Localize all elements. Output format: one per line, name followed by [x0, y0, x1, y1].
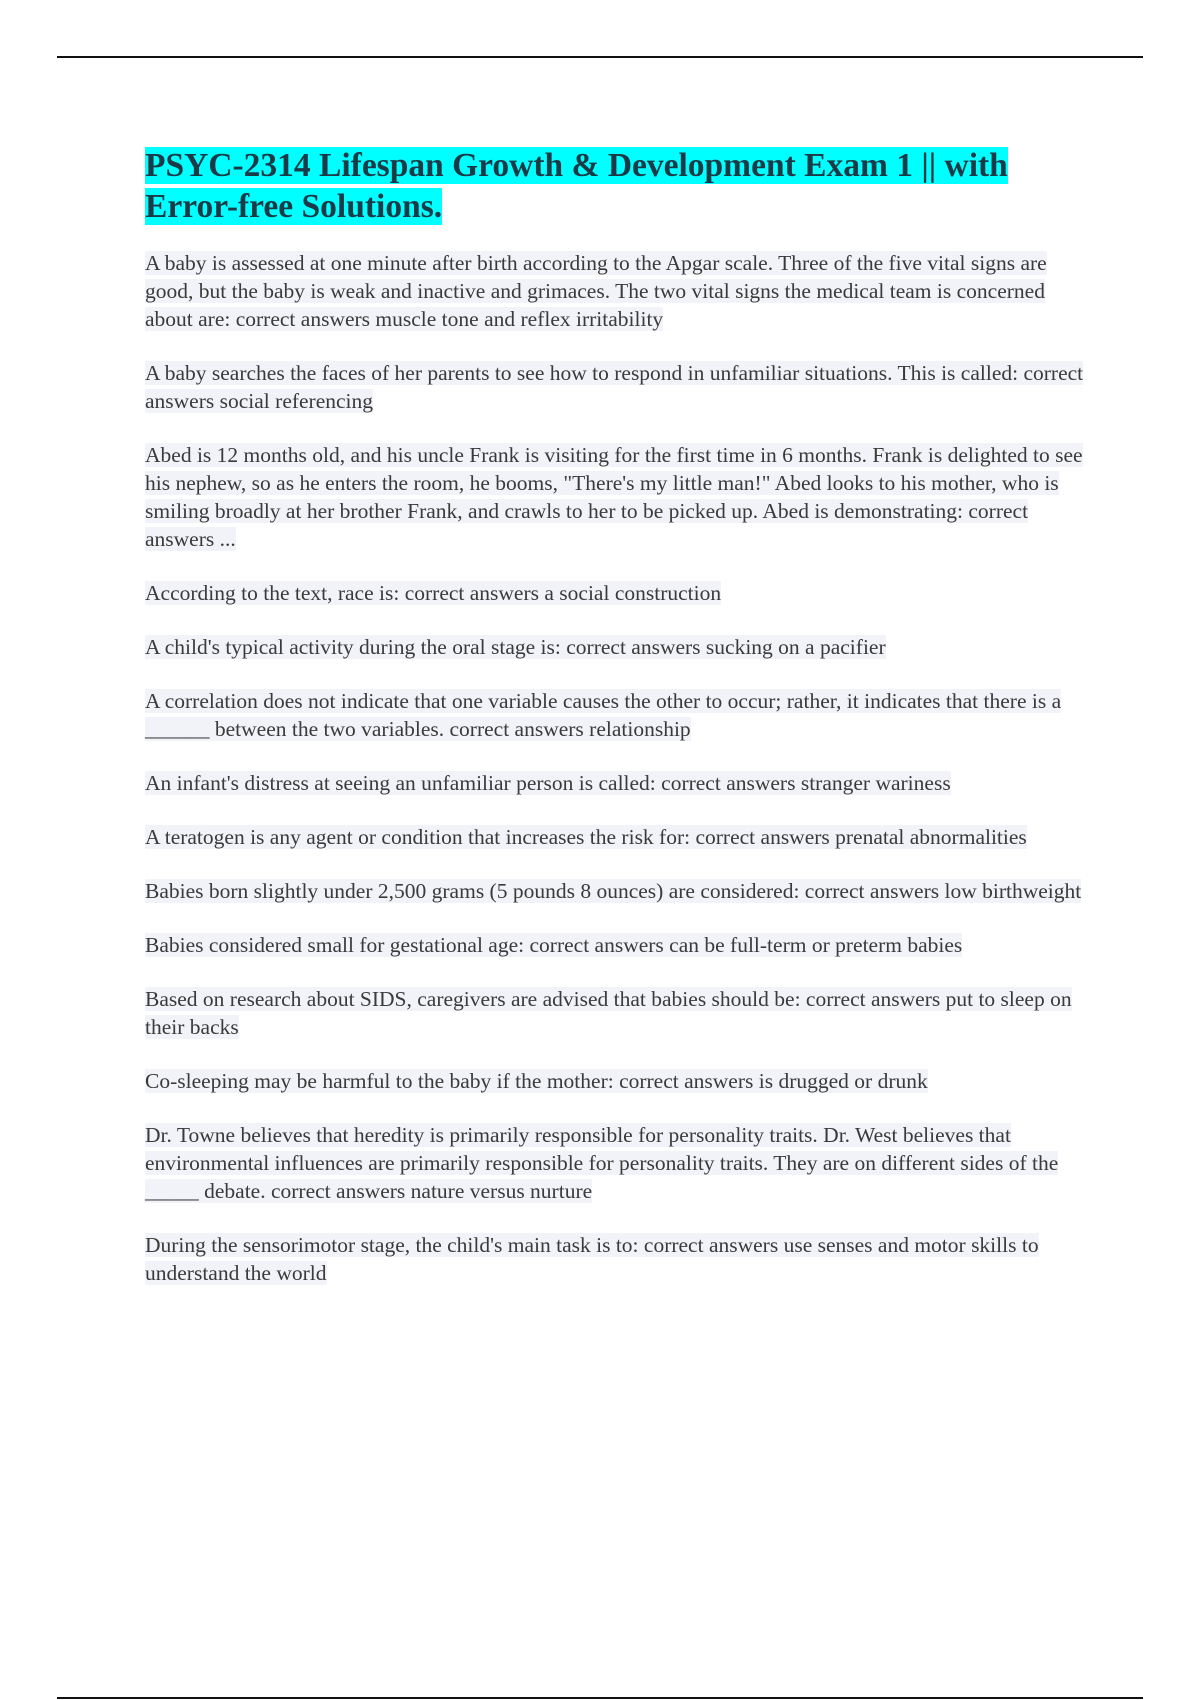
- qa-item: A correlation does not indicate that one variable causes the other to occur; rather, it indicates that there is a ______ between the two variables. correct answers relationship: [145, 689, 1062, 741]
- qa-item: Babies born slightly under 2,500 grams (5 pounds 8 ounces) are considered: correct answers low birthweight: [145, 879, 1082, 903]
- document-title: [145, 145, 1090, 227]
- document-title-text: PSYC-2314 Lifespan Growth & Development Exam 1 || with Error-free Solutions.: [145, 147, 1008, 225]
- qa-item: A baby searches the faces of her parents to see how to respond in unfamiliar situations. This is called: correct answers social referencing: [145, 361, 1084, 413]
- qa-item: Co-sleeping may be harmful to the baby if the mother: correct answers is drugged or drunk: [145, 1069, 928, 1093]
- qa-item: Abed is 12 months old, and his uncle Frank is visiting for the first time in 6 months. Frank is delighted to see his nephew, so as he enters the room, he booms, "There's my little man!" Abed looks to his mother, who is smiling broadly at her brother Frank, and crawls to her to be picked up. Abed is demonstrating: correct answers ...: [145, 443, 1083, 551]
- qa-item: Dr. Towne believes that heredity is primarily responsible for personality traits. Dr. West believes that environmental influences are primarily responsible for personality traits. They are on different sides of the _____ debate. correct answers nature versus nurture: [145, 1123, 1059, 1203]
- qa-item: A child's typical activity during the oral stage is: correct answers sucking on a pacifier: [145, 635, 886, 659]
- qa-item: An infant's distress at seeing an unfamiliar person is called: correct answers stranger wariness: [145, 771, 951, 795]
- document-body: [145, 145, 1090, 1313]
- bottom-rule: [57, 1697, 1143, 1699]
- qa-item: According to the text, race is: correct answers a social construction: [145, 581, 722, 605]
- qa-item: Based on research about SIDS, caregivers are advised that babies should be: correct answers put to sleep on their backs: [145, 987, 1072, 1039]
- top-rule: [57, 56, 1143, 58]
- qa-item: During the sensorimotor stage, the child's main task is to: correct answers use senses and motor skills to understand the world: [145, 1233, 1039, 1285]
- qa-item: A baby is assessed at one minute after birth according to the Apgar scale. Three of the five vital signs are good, but the baby is weak and inactive and grimaces. The two vital signs the medical team is concerned about are: correct answers muscle tone and reflex irritability: [145, 251, 1047, 331]
- qa-item: A teratogen is any agent or condition that increases the risk for: correct answers prenatal abnormalities: [145, 825, 1027, 849]
- qa-item: Babies considered small for gestational age: correct answers can be full-term or preterm babies: [145, 933, 963, 957]
